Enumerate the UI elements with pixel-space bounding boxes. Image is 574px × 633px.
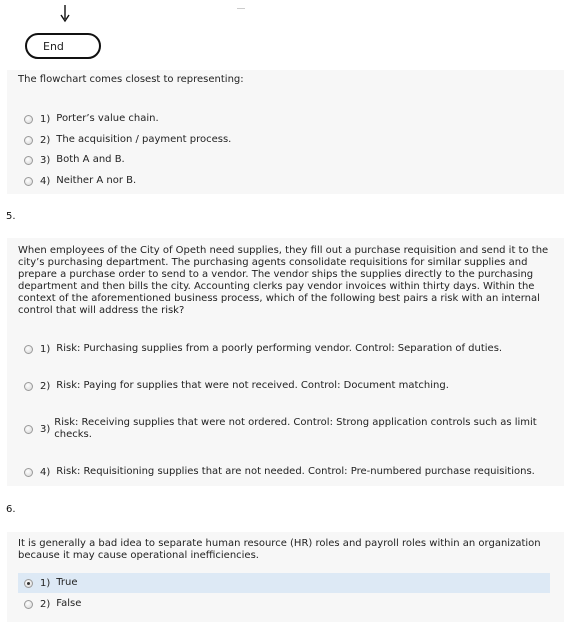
radio-button[interactable] [24, 115, 33, 124]
radio-button[interactable] [24, 345, 33, 354]
q4-option-2[interactable] [7, 133, 564, 147]
option-number: 3) [40, 423, 51, 435]
radio-button[interactable] [24, 382, 33, 391]
question-5-panel [7, 238, 564, 486]
end-label: End [43, 39, 64, 53]
divider [237, 8, 245, 9]
option-number: 1) [40, 113, 51, 125]
question-5-number: 5. [6, 211, 16, 222]
option-number: 4) [40, 466, 51, 478]
option-text: Both A and B. [56, 154, 125, 165]
option-text: False [56, 598, 82, 609]
radio-button[interactable] [24, 600, 33, 609]
q6-option-2[interactable] [18, 596, 550, 612]
option-text: Risk: Receiving supplies that were not ordered. Control: Strong application controls such as limit checks. [54, 417, 537, 440]
question-6-panel [7, 532, 564, 622]
option-number: 1) [40, 577, 51, 589]
option-number: 3) [40, 154, 51, 166]
flowchart-end-terminator [25, 33, 101, 59]
option-number: 2) [40, 380, 51, 392]
q4-option-4[interactable] [7, 174, 564, 188]
q6-option-1[interactable] [18, 573, 550, 593]
radio-button[interactable] [24, 425, 33, 434]
radio-button[interactable] [24, 468, 33, 477]
question-6-prompt: It is generally a bad idea to separate human resource (HR) roles and payroll roles within an organization because it may cause operational inefficiencies. [18, 538, 541, 561]
option-text: Risk: Requisitioning supplies that are not needed. Control: Pre-numbered purchase requisitions. [56, 466, 535, 477]
radio-button[interactable] [24, 156, 33, 165]
option-number: 4) [40, 175, 51, 187]
option-number: 2) [40, 598, 51, 610]
option-number: 2) [40, 134, 51, 146]
flow-arrow-down-icon [58, 4, 72, 24]
radio-button[interactable] [24, 177, 33, 186]
q5-option-4[interactable] [7, 464, 564, 480]
q5-option-1[interactable] [7, 341, 564, 357]
option-number: 1) [40, 343, 51, 355]
q4-option-3[interactable] [7, 153, 564, 167]
option-text: The acquisition / payment process. [56, 134, 232, 145]
question-4-panel [7, 70, 564, 194]
radio-button[interactable] [24, 136, 33, 145]
question-4-prompt: The flowchart comes closest to representing: [18, 74, 244, 85]
option-text: Neither A nor B. [56, 175, 137, 186]
option-text: Porter’s value chain. [56, 113, 159, 124]
option-text: Risk: Purchasing supplies from a poorly performing vendor. Control: Separation of duties. [56, 343, 503, 354]
question-6-number: 6. [6, 504, 16, 515]
q5-option-3[interactable] [7, 416, 564, 442]
option-text: Risk: Paying for supplies that were not received. Control: Document matching. [56, 380, 449, 391]
question-5-prompt: When employees of the City of Opeth need supplies, they fill out a purchase requisition and send it to the city’s purchasing department. The purchasing agents consolidate requisitions for similar supplies and prepare a purchase order to send to a vendor. The vendor ships the supplies directly to the purchasing department and then bills the city. Accounting clerks pay vendor invoices within thirty days. Within the context of the aforementioned business process, which of the following best pairs a risk with an internal control that will address the risk? [18, 245, 549, 316]
q4-option-1[interactable] [7, 112, 564, 126]
q5-option-2[interactable] [7, 378, 564, 394]
radio-button-selected[interactable] [24, 579, 33, 588]
option-text: True [56, 577, 78, 588]
